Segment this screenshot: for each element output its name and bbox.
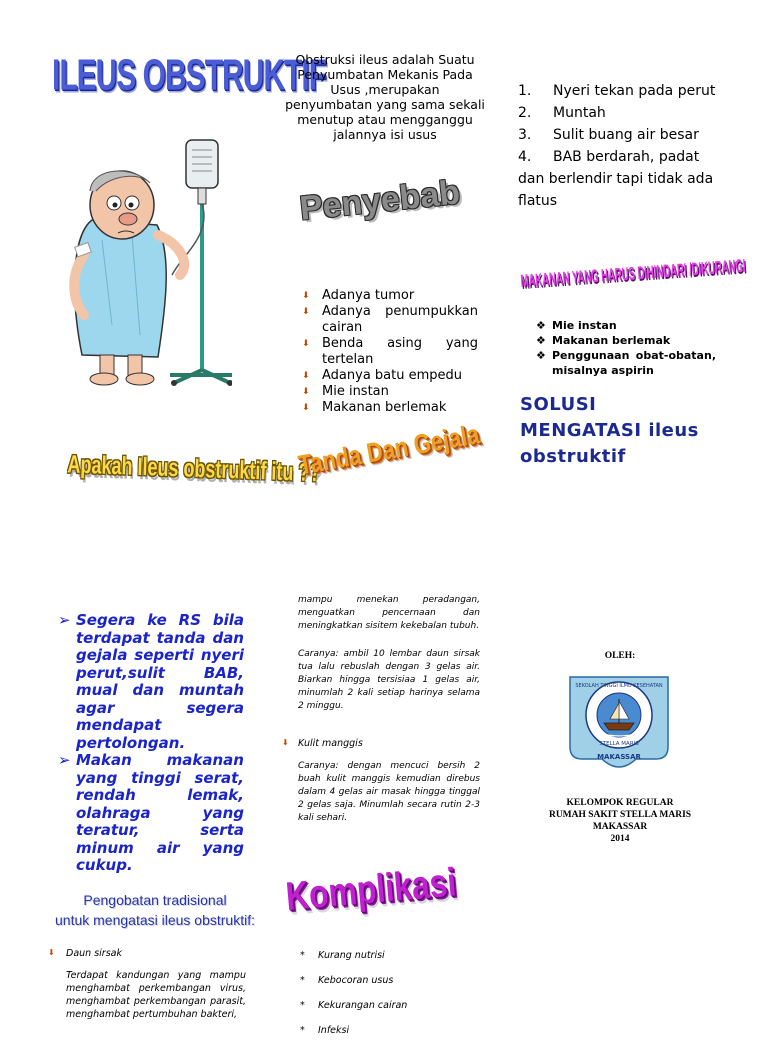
list-item: ⬇ Adanya batu empedu [302,368,463,383]
arrow-bullet-icon: ⬇ [282,738,289,747]
credit-line: KELOMPOK REGULAR [566,798,674,808]
list-item: ⬇ Adanya penumpukkan cairan [302,304,478,335]
sick-patient-illustration [62,125,232,390]
arrow-bullet-icon: ➢ [58,751,71,769]
list-item: ❖ Makanan berlemak [536,334,671,347]
diamond-bullet-icon: ❖ [536,334,546,347]
list-item: ⬇ Makanan berlemak [302,400,447,415]
stella-maris-logo [566,675,672,775]
komplikasi-heading: Komplikasi [284,859,458,919]
diamond-bullet-icon: ❖ [536,349,546,362]
tanda-gejala-heading: Tanda Dan Gejala [296,418,482,481]
asterisk-bullet-icon: * [300,975,305,986]
tradisional-heading-line-1: Pengobatan tradisional [83,892,227,908]
daun-sirsak-item: ⬇ Daun sirsak [48,948,122,959]
list-item: 1. Nyeri tekan pada perut [518,83,716,99]
symptoms-list [518,80,718,212]
list-item: 2. Muntah [518,105,606,121]
question-heading: Apakah Ileus obstruktif itu ?? [67,450,321,487]
list-item: ❖ Mie instan [536,319,617,332]
list-item: * Kebocoran usus [300,968,470,993]
arrow-bullet-icon: ➢ [58,611,71,629]
credit-line: 2014 [610,834,630,844]
list-item: 4. BAB berdarah, padat dan berlendir tapi tidak ada flatus [518,149,714,209]
credit-block [520,797,720,845]
asterisk-bullet-icon: * [300,1000,305,1011]
asterisk-bullet-icon: * [300,950,305,961]
arrow-bullet-icon: ⬇ [302,403,310,413]
hindari-list [536,318,716,378]
logo-city-text: MAKASSAR [597,753,641,761]
list-item: ⬇ Mie instan [302,384,389,399]
list-item: 3. Sulit buang air besar [518,127,699,143]
list-item: ➢ Makan makanan yang tinggi serat, rendah lemak, olahraga yang teratur, serta minum air yang cukup. [58,751,244,874]
penyebab-heading: Penyebab [298,173,462,228]
list-item: * Infeksi [300,1018,470,1043]
arrow-bullet-icon: ⬇ [302,387,310,397]
oleh-label: OLEH: [604,651,636,661]
list-item: ➢ Segera ke RS bila terdapat tanda dan gejala seperti nyeri perut,sulit BAB, mual dan muntah agar segera mendapat pertolongan. [58,611,244,752]
list-item: * Kurang nutrisi [300,943,470,968]
penyebab-list [302,288,478,416]
sirsak-caranya-text: Caranya: ambil 10 lembar daun sirsak tua lalu rebuslah dengan 3 gelas air. Biarkan hingga tersisiaa 1 gelas air, minumlah 2 kali setiap harinya selama 2 minggu. [298,649,480,711]
logo-bottom-text: STELLA MARIS [599,741,639,747]
list-item: ⬇ Adanya tumor [302,288,415,303]
tradisional-heading [40,890,270,930]
solusi-list [58,612,244,875]
komplikasi-list [300,943,470,1043]
sirsak-continued-text: mampu menekan peradangan, menguatkan pencernaan dan meningkatkan sisitem kekebalan tubuh. [298,595,480,631]
list-item: ⬇ Benda asing yang tertelan [302,336,478,367]
arrow-bullet-icon: ⬇ [302,307,310,317]
arrow-bullet-icon: ⬇ [302,371,310,381]
manggis-caranya-text: Caranya: dengan mencuci bersih 2 buah kulit manggis kemudian direbus dalam 4 gelas air masak hingga tinggal 2 gelas saja. Minumlah secara rutin 2-3 kali sehari. [298,761,480,823]
asterisk-bullet-icon: * [300,1025,305,1036]
diamond-bullet-icon: ❖ [536,319,546,332]
list-item: * Kekurangan cairan [300,993,470,1018]
kulit-manggis-item: ⬇ Kulit manggis [282,738,363,749]
credit-line: RUMAH SAKIT STELLA MARIS [548,810,692,820]
main-title: ILEUS OBSTRUKTIF [52,52,326,100]
tradisional-heading-line-2: untuk mengatasi ileus obstruktif: [55,912,255,928]
arrow-bullet-icon: ⬇ [48,948,55,957]
hindari-heading: MAKANAN YANG HARUS DIHINDARI /DIKURANGI [520,256,747,293]
arrow-bullet-icon: ⬇ [302,291,310,301]
solusi-heading: SOLUSI MENGATASI ileus obstruktif [520,394,699,467]
definition-text: Obstruksi ileus adalah Suatu Penyumbatan Mekanis Pada Usus ,merupakan penyumbatan yang sama sekali menutup atau mengganggu jalannya isi usus [285,52,485,142]
logo-ring-text: SEKOLAH TINGGI ILMU KESEHATAN [575,683,663,689]
credit-line: MAKASSAR [592,822,648,832]
list-item: ❖ Penggunaan obat-obatan, misalnya aspirin [536,349,716,377]
arrow-bullet-icon: ⬇ [302,339,310,349]
daun-sirsak-text: Terdapat kandungan yang mampu menghambat perkembangan virus, menghambat perkembangan parasit, menghambat pertumbuhan bakteri, [66,970,246,1020]
